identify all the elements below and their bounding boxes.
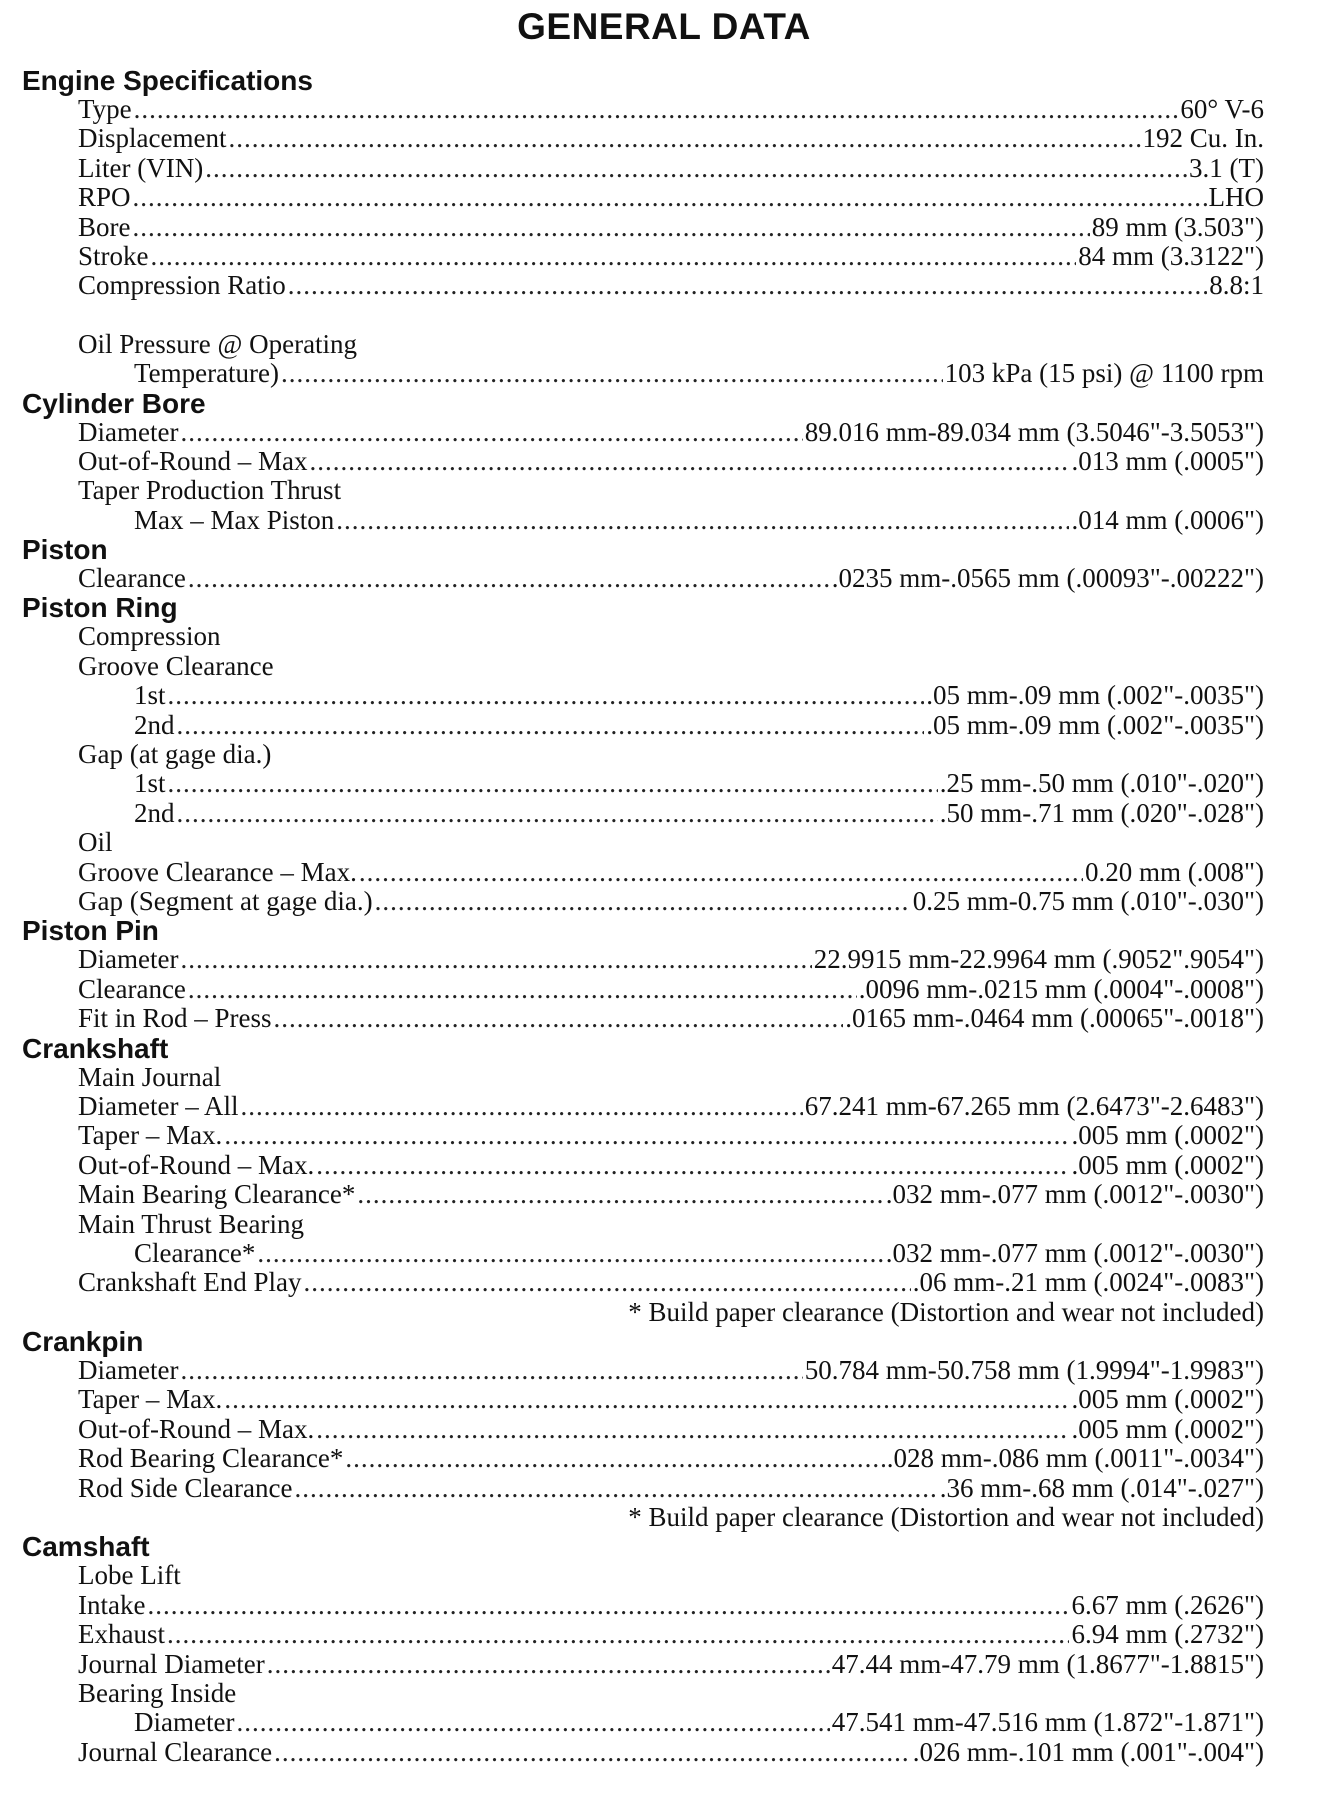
spec-value: .005 mm (.0002") [1071,1149,1264,1180]
spec-label: Groove Clearance [78,650,274,681]
spec-label: Taper – Max. [78,1384,223,1415]
leader-dots [134,95,1179,124]
spec-label: Bore [78,211,131,242]
spec-label: Clearance* [134,1237,256,1268]
spec-value: .0096 mm-.0215 mm (.0004"-.0008") [858,973,1264,1004]
leader-dots [357,1180,883,1209]
spec-row-cyl-out-of-round [22,447,1264,476]
spec-value: .032 mm-.077 mm (.0012"-.0030") [885,1179,1264,1210]
spec-value: .36 mm-.68 mm (.014"-.027") [939,1472,1264,1503]
spec-label: Main Journal [78,1061,222,1092]
spec-label: Exhaust [78,1619,165,1650]
spec-label: Groove Clearance – Max. [78,856,357,887]
spec-row-piston-clearance [22,564,1264,593]
spec-row-crank-diameter [22,1092,1264,1121]
spec-label: Diameter [134,1707,235,1738]
leader-dots [177,711,925,740]
spec-label: Oil [78,827,113,858]
spec-row-liter [22,154,1264,183]
spec-row-cyl-diameter [22,418,1264,447]
footnote: * Build paper clearance (Distortion and wear not included) [628,1296,1264,1327]
leader-dots [236,1708,829,1737]
spec-value: 3.1 (T) [1189,152,1264,183]
spec-label: Clearance [78,563,186,594]
leader-dots [257,1239,883,1268]
spec-label: Clearance [78,973,186,1004]
spec-label: Type [78,94,132,124]
leader-dots [316,1151,1069,1180]
spec-value: .05 mm-.09 mm (.002"-.0035") [926,709,1264,740]
spec-value: 67.241 mm-67.265 mm (2.6473"-2.6483") [804,1090,1264,1121]
section-heading-cylinder-bore: Cylinder Bore [22,387,206,419]
spacer [22,301,1264,330]
leader-dots [336,506,1069,535]
spec-label: Taper Production Thrust [78,475,342,506]
leader-dots [281,359,943,388]
spec-label: Gap (Segment at gage dia.) [78,885,373,916]
spec-value: .028 mm-.086 mm (.0011"-.0034") [886,1443,1264,1474]
spec-row-stroke [22,242,1264,271]
spec-label: Rod Bearing Clearance* [78,1443,344,1474]
spec-value: 0.25 mm-0.75 mm (.010"-.030") [912,885,1264,916]
section-heading-piston: Piston [22,534,108,566]
spec-row-rod-side-clearance [22,1474,1264,1503]
leader-dots [177,799,938,828]
spec-value: 192 Cu. In. [1142,123,1264,154]
leader-dots [147,1591,1069,1620]
spec-row-groove-2nd [22,711,1264,740]
spec-list [22,66,1264,1767]
leader-dots [168,681,925,710]
spec-row-crankpin-diameter [22,1356,1264,1385]
spec-label: Crankshaft End Play [78,1267,302,1298]
spec-row-rpo [22,183,1264,212]
spec-row-end-play [22,1268,1264,1297]
spec-row-bore [22,213,1264,242]
leader-dots [309,447,1069,476]
page-title: GENERAL DATA [517,6,811,47]
spec-value: .0165 mm-.0464 mm (.00065"-.0018") [845,1003,1264,1034]
leader-dots [205,154,1187,183]
spec-label: Gap (at gage dia.) [78,739,272,770]
spec-row-oil-pressure [22,359,1264,388]
spec-row-rod-bearing-clearance [22,1444,1264,1473]
spec-value: 22.9915 mm-22.9964 mm (.9052".9054") [813,944,1264,975]
spec-label: Diameter [78,416,179,447]
leader-dots [375,887,911,916]
spec-row-oil-gap [22,887,1264,916]
spec-label: Displacement [78,123,227,154]
leader-dots [224,1385,1069,1414]
leader-dots [188,975,857,1004]
spec-label: Out-of-Round – Max [78,445,308,476]
spec-label: Main Thrust Bearing [78,1208,304,1239]
spec-label: Compression [78,621,221,652]
spec-row-journal-clearance [22,1738,1264,1767]
spec-value: .25 mm-.50 mm (.010"-.020") [939,768,1264,799]
leader-dots [180,418,802,447]
spec-row-compression-ratio [22,271,1264,300]
leader-dots [228,124,1140,153]
spec-value: 6.67 mm (.2626") [1071,1589,1264,1620]
spec-value: .013 mm (.0005") [1071,445,1264,476]
spec-label: Out-of-Round – Max. [78,1413,315,1444]
leader-dots [274,1004,844,1033]
spec-label: Stroke [78,240,149,271]
spec-label: RPO [78,182,131,213]
leader-dots [132,213,1089,242]
spec-label: Bearing Inside [78,1677,237,1708]
spec-value: .0235 mm-.0565 mm (.00093"-.00222") [831,563,1264,594]
spec-value: .05 mm-.09 mm (.002"-.0035") [926,680,1264,711]
spec-row-type [22,95,1264,124]
spec-row-gap-1st [22,769,1264,798]
section-heading-engine: Engine Specifications [22,65,313,96]
spec-value: .06 mm-.21 mm (.0024"-.0083") [912,1267,1264,1298]
spec-label: Max – Max Piston [134,504,335,535]
section-heading-crankshaft: Crankshaft [22,1032,169,1064]
spec-value: 103 kPa (15 psi) @ 1100 rpm [944,358,1264,389]
leader-dots [274,1738,911,1767]
spec-value: 89 mm (3.503") [1091,211,1264,242]
spec-row-exhaust [22,1620,1264,1649]
spec-label: Oil Pressure @ Operating [78,328,358,359]
spec-label: 1st [134,768,166,799]
spec-row-journal-diameter [22,1650,1264,1679]
section-heading-piston-ring: Piston Ring [22,592,178,624]
section-heading-piston-pin: Piston Pin [22,915,159,947]
spec-value: 84 mm (3.3122") [1078,240,1264,271]
leader-dots [288,271,1207,300]
leader-dots [133,183,1207,212]
spec-label: Compression Ratio [78,270,286,301]
spec-row-gap-2nd [22,799,1264,828]
spec-label: Diameter [78,944,179,975]
spec-label: Rod Side Clearance [78,1472,293,1503]
spec-label: Intake [78,1589,146,1620]
leader-dots [224,1121,1069,1150]
spec-label: Liter (VIN) [78,152,204,183]
spec-value: 47.541 mm-47.516 mm (1.872"-1.871") [831,1707,1264,1738]
spec-row-crank-taper [22,1121,1264,1150]
spec-value: .014 mm (.0006") [1071,504,1264,535]
spec-value: 89.016 mm-89.034 mm (3.5046"-3.5053") [804,416,1264,447]
spec-label: 2nd [134,709,175,740]
spec-value: 8.8:1 [1209,270,1264,301]
spec-label: Diameter [78,1355,179,1386]
footnote: * Build paper clearance (Distortion and wear not included) [628,1502,1264,1533]
spec-label: Taper – Max. [78,1120,223,1151]
spec-row-groove-1st [22,681,1264,710]
spec-value: 6.94 mm (.2732") [1071,1619,1264,1650]
spec-label: Lobe Lift [78,1560,181,1591]
spec-row-displacement [22,124,1264,153]
leader-dots [303,1268,910,1297]
leader-dots [180,945,811,974]
spec-value: 47.44 mm-47.79 mm (1.8677"-1.8815") [831,1648,1264,1679]
section-heading-camshaft: Camshaft [22,1531,150,1563]
spec-value: .005 mm (.0002") [1071,1413,1264,1444]
spec-row-bearing-inside-diameter [22,1708,1264,1737]
spec-value: .50 mm-.71 mm (.020"-.028") [939,797,1264,828]
spec-value: .032 mm-.077 mm (.0012"-.0030") [885,1237,1264,1268]
spec-value: .005 mm (.0002") [1071,1384,1264,1415]
leader-dots [267,1650,830,1679]
spec-row-crankpin-out-of-round [22,1415,1264,1444]
spec-label: Journal Clearance [78,1736,273,1767]
spec-label: Diameter – All [78,1090,239,1121]
spec-row-pin-diameter [22,945,1264,974]
spec-value: .005 mm (.0002") [1071,1120,1264,1151]
spec-value: .026 mm-.101 mm (.001"-.004") [912,1736,1264,1767]
spec-label: 1st [134,680,166,711]
leader-dots [168,769,938,798]
leader-dots [167,1620,1069,1649]
spec-label: 2nd [134,797,175,828]
spec-value: LHO [1208,182,1264,213]
spec-row-pin-fit [22,1004,1264,1033]
spec-label: Out-of-Round – Max. [78,1149,315,1180]
spec-label: Temperature) [134,358,280,389]
leader-dots [294,1474,937,1503]
spec-value: 50.784 mm-50.758 mm (1.9994"-1.9983") [804,1355,1264,1386]
leader-dots [188,564,830,593]
leader-dots [316,1415,1069,1444]
spec-row-intake [22,1591,1264,1620]
spec-row-oil-groove [22,858,1264,887]
leader-dots [151,242,1077,271]
spec-row-pin-clearance [22,975,1264,1004]
spec-row-cyl-taper [22,506,1264,535]
spec-label: Fit in Rod – Press [78,1003,272,1034]
spec-label: Main Bearing Clearance* [78,1179,356,1210]
leader-dots [345,1444,884,1473]
leader-dots [180,1356,802,1385]
spec-label: Journal Diameter [78,1648,265,1679]
spec-row-main-bearing-clearance [22,1180,1264,1209]
spec-row-crank-out-of-round [22,1151,1264,1180]
section-heading-crankpin: Crankpin [22,1326,144,1358]
spec-value: 60° V-6 [1180,94,1264,124]
leader-dots [240,1092,802,1121]
spec-value: 0.20 mm (.008") [1084,856,1264,887]
leader-dots [359,858,1083,887]
spec-row-main-thrust-clearance [22,1239,1264,1268]
spec-row-crankpin-taper [22,1385,1264,1414]
